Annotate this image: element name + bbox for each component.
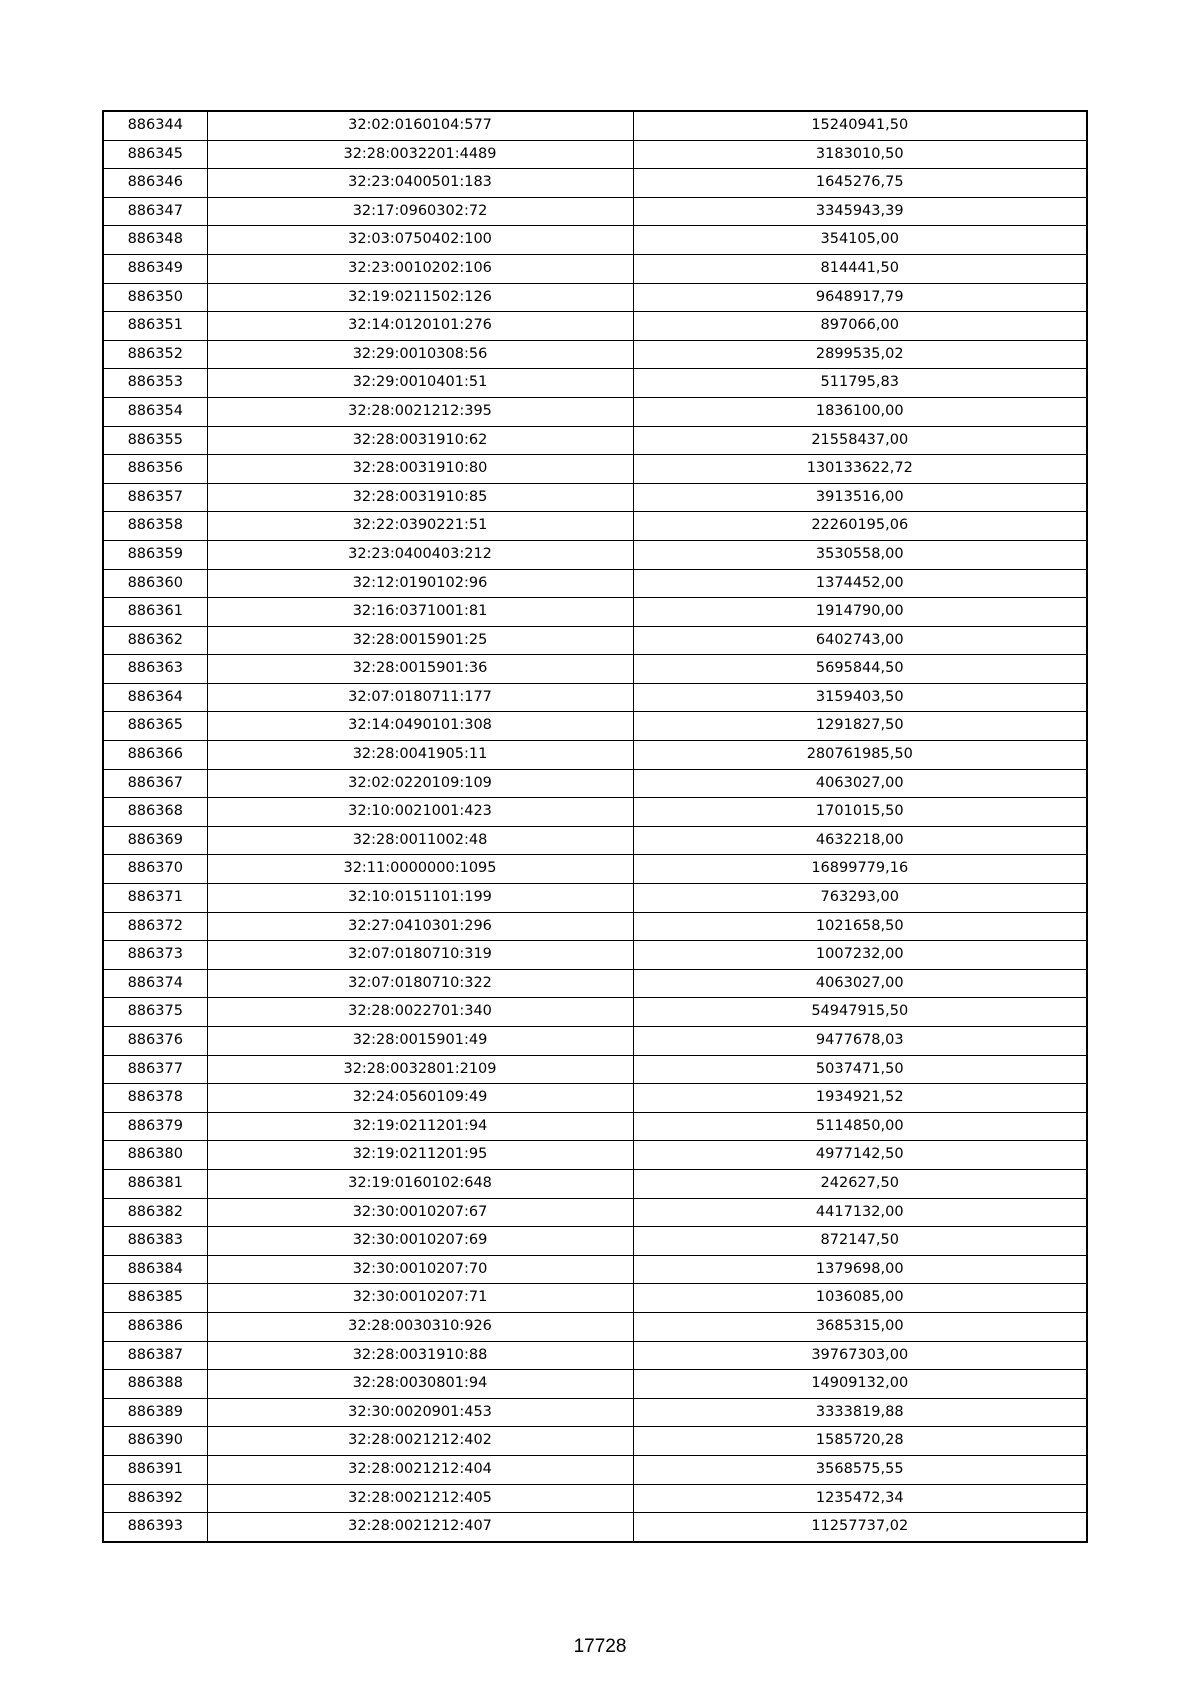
- table-row: [103, 283, 1087, 312]
- table-row: [103, 340, 1087, 369]
- record-number-cell: 886369: [103, 826, 207, 855]
- cadastral-number-cell: 32:28:0031910:80: [207, 455, 633, 484]
- record-number-cell: 886350: [103, 283, 207, 312]
- cadastral-number-cell: 32:28:0011002:48: [207, 826, 633, 855]
- cadastral-value-cell: 872147,50: [633, 1227, 1087, 1256]
- cadastral-value-cell: 1007232,00: [633, 941, 1087, 970]
- table-row: [103, 254, 1087, 283]
- table-row: [103, 712, 1087, 741]
- table-row: [103, 1370, 1087, 1399]
- record-number-cell: 886367: [103, 769, 207, 798]
- cadastral-number-cell: 32:30:0010207:69: [207, 1227, 633, 1256]
- cadastral-number-cell: 32:28:0021212:395: [207, 397, 633, 426]
- table-row: [103, 426, 1087, 455]
- cadastral-value-cell: 4632218,00: [633, 826, 1087, 855]
- table-row: [103, 1055, 1087, 1084]
- record-number-cell: 886352: [103, 340, 207, 369]
- table-row: [103, 1027, 1087, 1056]
- cadastral-value-cell: 21558437,00: [633, 426, 1087, 455]
- table-row: [103, 1141, 1087, 1170]
- cadastral-value-cell: 6402743,00: [633, 626, 1087, 655]
- table-row: [103, 1427, 1087, 1456]
- record-number-cell: 886386: [103, 1312, 207, 1341]
- record-number-cell: 886390: [103, 1427, 207, 1456]
- table-row: [103, 912, 1087, 941]
- record-number-cell: 886358: [103, 512, 207, 541]
- table-row: [103, 1112, 1087, 1141]
- record-number-cell: 886376: [103, 1027, 207, 1056]
- cadastral-number-cell: 32:28:0015901:36: [207, 655, 633, 684]
- table-row: [103, 1341, 1087, 1370]
- table-row: [103, 1513, 1087, 1542]
- table-row: [103, 169, 1087, 198]
- cadastral-number-cell: 32:28:0021212:402: [207, 1427, 633, 1456]
- cadastral-number-cell: 32:23:0400403:212: [207, 540, 633, 569]
- record-number-cell: 886373: [103, 941, 207, 970]
- table-row: [103, 1169, 1087, 1198]
- cadastral-value-cell: 1021658,50: [633, 912, 1087, 941]
- record-number-cell: 886362: [103, 626, 207, 655]
- cadastral-number-cell: 32:28:0031910:88: [207, 1341, 633, 1370]
- table-row: [103, 884, 1087, 913]
- cadastral-value-cell: 5114850,00: [633, 1112, 1087, 1141]
- cadastral-number-cell: 32:07:0180710:322: [207, 969, 633, 998]
- cadastral-number-cell: 32:30:0020901:453: [207, 1398, 633, 1427]
- cadastral-value-cell: 54947915,50: [633, 998, 1087, 1027]
- cadastral-value-cell: 242627,50: [633, 1169, 1087, 1198]
- cadastral-number-cell: 32:30:0010207:70: [207, 1255, 633, 1284]
- record-number-cell: 886385: [103, 1284, 207, 1313]
- table-row: [103, 1398, 1087, 1427]
- record-number-cell: 886389: [103, 1398, 207, 1427]
- cadastral-number-cell: 32:28:0021212:407: [207, 1513, 633, 1542]
- cadastral-value-cell: 3183010,50: [633, 140, 1087, 169]
- cadastral-value-cell: 4417132,00: [633, 1198, 1087, 1227]
- record-number-cell: 886388: [103, 1370, 207, 1399]
- cadastral-number-cell: 32:28:0015901:25: [207, 626, 633, 655]
- record-number-cell: 886347: [103, 197, 207, 226]
- cadastral-value-cell: 1585720,28: [633, 1427, 1087, 1456]
- record-number-cell: 886363: [103, 655, 207, 684]
- cadastral-number-cell: 32:14:0120101:276: [207, 312, 633, 341]
- table-row: [103, 312, 1087, 341]
- record-number-cell: 886360: [103, 569, 207, 598]
- record-number-cell: 886349: [103, 254, 207, 283]
- record-number-cell: 886355: [103, 426, 207, 455]
- cadastral-value-cell: 14909132,00: [633, 1370, 1087, 1399]
- cadastral-number-cell: 32:19:0211201:94: [207, 1112, 633, 1141]
- cadastral-value-cell: 11257737,02: [633, 1513, 1087, 1542]
- cadastral-number-cell: 32:28:0030801:94: [207, 1370, 633, 1399]
- table-row: [103, 1227, 1087, 1256]
- record-number-cell: 886384: [103, 1255, 207, 1284]
- record-number-cell: 886346: [103, 169, 207, 198]
- table-row: [103, 1284, 1087, 1313]
- table-row: [103, 140, 1087, 169]
- table-row: [103, 998, 1087, 1027]
- cadastral-number-cell: 32:02:0220109:109: [207, 769, 633, 798]
- cadastral-value-cell: 5037471,50: [633, 1055, 1087, 1084]
- cadastral-number-cell: 32:07:0180711:177: [207, 683, 633, 712]
- cadastral-value-cell: 4063027,00: [633, 769, 1087, 798]
- record-number-cell: 886356: [103, 455, 207, 484]
- cadastral-value-table: [102, 110, 1088, 1543]
- record-number-cell: 886393: [103, 1513, 207, 1542]
- record-number-cell: 886361: [103, 598, 207, 627]
- record-number-cell: 886353: [103, 369, 207, 398]
- cadastral-value-cell: 15240941,50: [633, 111, 1087, 140]
- cadastral-number-cell: 32:30:0010207:71: [207, 1284, 633, 1313]
- cadastral-value-cell: 3568575,55: [633, 1455, 1087, 1484]
- table-row: [103, 655, 1087, 684]
- cadastral-number-cell: 32:24:0560109:49: [207, 1084, 633, 1113]
- cadastral-number-cell: 32:28:0031910:85: [207, 483, 633, 512]
- cadastral-value-cell: 3345943,39: [633, 197, 1087, 226]
- table-row: [103, 369, 1087, 398]
- table-row: [103, 226, 1087, 255]
- table-row: [103, 483, 1087, 512]
- cadastral-value-cell: 4063027,00: [633, 969, 1087, 998]
- table-row: [103, 1198, 1087, 1227]
- table-row: [103, 741, 1087, 770]
- record-number-cell: 886380: [103, 1141, 207, 1170]
- cadastral-value-cell: 3913516,00: [633, 483, 1087, 512]
- cadastral-value-cell: 9477678,03: [633, 1027, 1087, 1056]
- cadastral-number-cell: 32:07:0180710:319: [207, 941, 633, 970]
- record-number-cell: 886366: [103, 741, 207, 770]
- cadastral-value-cell: 9648917,79: [633, 283, 1087, 312]
- record-number-cell: 886383: [103, 1227, 207, 1256]
- cadastral-value-cell: 3333819,88: [633, 1398, 1087, 1427]
- cadastral-number-cell: 32:28:0032801:2109: [207, 1055, 633, 1084]
- table-row: [103, 598, 1087, 627]
- cadastral-number-cell: 32:30:0010207:67: [207, 1198, 633, 1227]
- record-number-cell: 886354: [103, 397, 207, 426]
- cadastral-value-cell: 1914790,00: [633, 598, 1087, 627]
- cadastral-value-cell: 763293,00: [633, 884, 1087, 913]
- cadastral-number-cell: 32:28:0015901:49: [207, 1027, 633, 1056]
- cadastral-value-cell: 22260195,06: [633, 512, 1087, 541]
- table-row: [103, 826, 1087, 855]
- cadastral-number-cell: 32:19:0211502:126: [207, 283, 633, 312]
- cadastral-value-cell: 3685315,00: [633, 1312, 1087, 1341]
- table-row: [103, 455, 1087, 484]
- cadastral-value-cell: 3159403,50: [633, 683, 1087, 712]
- record-number-cell: 886359: [103, 540, 207, 569]
- table-row: [103, 197, 1087, 226]
- cadastral-number-cell: 32:11:0000000:1095: [207, 855, 633, 884]
- cadastral-value-cell: 1934921,52: [633, 1084, 1087, 1113]
- record-number-cell: 886381: [103, 1169, 207, 1198]
- cadastral-number-cell: 32:19:0211201:95: [207, 1141, 633, 1170]
- record-number-cell: 886377: [103, 1055, 207, 1084]
- cadastral-number-cell: 32:14:0490101:308: [207, 712, 633, 741]
- cadastral-number-cell: 32:27:0410301:296: [207, 912, 633, 941]
- table-row: [103, 540, 1087, 569]
- cadastral-number-cell: 32:28:0031910:62: [207, 426, 633, 455]
- record-number-cell: 886379: [103, 1112, 207, 1141]
- cadastral-number-cell: 32:16:0371001:81: [207, 598, 633, 627]
- table-row: [103, 1084, 1087, 1113]
- cadastral-number-cell: 32:19:0160102:648: [207, 1169, 633, 1198]
- cadastral-value-cell: 2899535,02: [633, 340, 1087, 369]
- cadastral-value-cell: 5695844,50: [633, 655, 1087, 684]
- record-number-cell: 886348: [103, 226, 207, 255]
- record-number-cell: 886372: [103, 912, 207, 941]
- table-row: [103, 969, 1087, 998]
- record-number-cell: 886364: [103, 683, 207, 712]
- cadastral-number-cell: 32:12:0190102:96: [207, 569, 633, 598]
- record-number-cell: 886378: [103, 1084, 207, 1113]
- cadastral-number-cell: 32:22:0390221:51: [207, 512, 633, 541]
- cadastral-number-cell: 32:17:0960302:72: [207, 197, 633, 226]
- record-number-cell: 886391: [103, 1455, 207, 1484]
- record-number-cell: 886368: [103, 798, 207, 827]
- record-number-cell: 886382: [103, 1198, 207, 1227]
- record-number-cell: 886357: [103, 483, 207, 512]
- cadastral-value-cell: 4977142,50: [633, 1141, 1087, 1170]
- cadastral-value-cell: 3530558,00: [633, 540, 1087, 569]
- cadastral-number-cell: 32:23:0010202:106: [207, 254, 633, 283]
- cadastral-value-cell: 1701015,50: [633, 798, 1087, 827]
- cadastral-value-cell: 1291827,50: [633, 712, 1087, 741]
- table-row: [103, 1312, 1087, 1341]
- page-number: 17728: [573, 1636, 627, 1657]
- table-row: [103, 111, 1087, 140]
- cadastral-value-cell: 897066,00: [633, 312, 1087, 341]
- table-body: [103, 111, 1087, 1542]
- cadastral-value-cell: 1235472,34: [633, 1484, 1087, 1513]
- cadastral-number-cell: 32:28:0030310:926: [207, 1312, 633, 1341]
- cadastral-value-cell: 814441,50: [633, 254, 1087, 283]
- cadastral-number-cell: 32:29:0010308:56: [207, 340, 633, 369]
- record-number-cell: 886365: [103, 712, 207, 741]
- cadastral-number-cell: 32:28:0021212:405: [207, 1484, 633, 1513]
- cadastral-number-cell: 32:28:0041905:11: [207, 741, 633, 770]
- cadastral-number-cell: 32:28:0032201:4489: [207, 140, 633, 169]
- cadastral-value-cell: 1379698,00: [633, 1255, 1087, 1284]
- cadastral-number-cell: 32:02:0160104:577: [207, 111, 633, 140]
- table-row: [103, 569, 1087, 598]
- cadastral-number-cell: 32:28:0022701:340: [207, 998, 633, 1027]
- record-number-cell: 886387: [103, 1341, 207, 1370]
- record-number-cell: 886375: [103, 998, 207, 1027]
- cadastral-number-cell: 32:28:0021212:404: [207, 1455, 633, 1484]
- cadastral-value-cell: 511795,83: [633, 369, 1087, 398]
- table-row: [103, 1455, 1087, 1484]
- cadastral-value-cell: 1836100,00: [633, 397, 1087, 426]
- table-row: [103, 397, 1087, 426]
- record-number-cell: 886351: [103, 312, 207, 341]
- cadastral-value-cell: 280761985,50: [633, 741, 1087, 770]
- cadastral-value-cell: 39767303,00: [633, 1341, 1087, 1370]
- table-row: [103, 769, 1087, 798]
- table-row: [103, 512, 1087, 541]
- table-row: [103, 683, 1087, 712]
- record-number-cell: 886370: [103, 855, 207, 884]
- table-row: [103, 626, 1087, 655]
- record-number-cell: 886374: [103, 969, 207, 998]
- cadastral-number-cell: 32:23:0400501:183: [207, 169, 633, 198]
- cadastral-number-cell: 32:29:0010401:51: [207, 369, 633, 398]
- cadastral-value-cell: 1645276,75: [633, 169, 1087, 198]
- table-row: [103, 941, 1087, 970]
- cadastral-value-cell: 354105,00: [633, 226, 1087, 255]
- cadastral-number-cell: 32:10:0021001:423: [207, 798, 633, 827]
- record-number-cell: 886345: [103, 140, 207, 169]
- cadastral-value-cell: 1036085,00: [633, 1284, 1087, 1313]
- table-row: [103, 798, 1087, 827]
- cadastral-value-cell: 16899779,16: [633, 855, 1087, 884]
- cadastral-value-cell: 1374452,00: [633, 569, 1087, 598]
- cadastral-value-cell: 130133622,72: [633, 455, 1087, 484]
- record-number-cell: 886371: [103, 884, 207, 913]
- cadastral-number-cell: 32:03:0750402:100: [207, 226, 633, 255]
- record-number-cell: 886392: [103, 1484, 207, 1513]
- table-row: [103, 855, 1087, 884]
- cadastral-number-cell: 32:10:0151101:199: [207, 884, 633, 913]
- table-row: [103, 1255, 1087, 1284]
- table-row: [103, 1484, 1087, 1513]
- record-number-cell: 886344: [103, 111, 207, 140]
